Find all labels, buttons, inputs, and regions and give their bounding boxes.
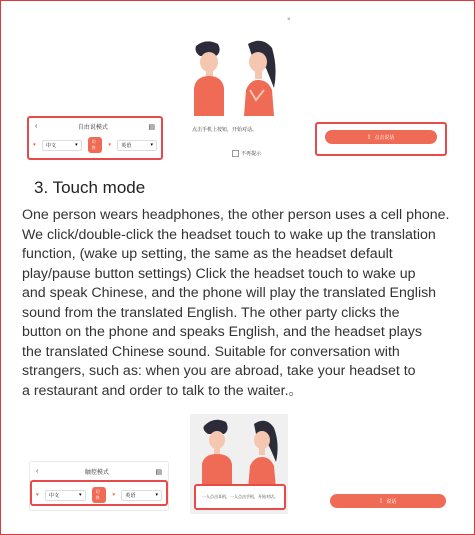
- panel-title: 自由说模式: [77, 125, 108, 131]
- back-chevron-icon[interactable]: ‹: [35, 123, 38, 130]
- doc-icon[interactable]: ▤: [155, 468, 162, 476]
- back-chevron-icon[interactable]: ‹: [36, 468, 39, 475]
- instruction-text: 一人点击耳机，一人点击手机，开始对话。: [202, 494, 278, 499]
- body-line: a restaurant and order to talk to the waiter.。: [22, 382, 303, 399]
- language-select-right[interactable]: 英语 ▾: [121, 490, 162, 501]
- instruction-text: 点击手机上按钮，开始对话。: [192, 127, 258, 133]
- chevron-down-icon: ▾: [150, 142, 153, 148]
- dont-show-again[interactable]: 不再提示: [232, 150, 261, 157]
- action-button-frame: [315, 122, 447, 156]
- chevron-down-icon: ▾: [79, 492, 82, 498]
- section-body: [22, 206, 470, 401]
- heart-icon: ♥: [112, 492, 116, 498]
- language-row-frame: [30, 480, 168, 506]
- free-talk-panel: [27, 116, 163, 160]
- body-line: and speak Chinese, and the phone will play the translated English: [22, 285, 437, 301]
- speak-button[interactable]: ▯ 说话: [330, 494, 446, 508]
- two-people-illustration: [186, 38, 286, 116]
- heart-icon: ♥: [108, 142, 112, 148]
- body-line: the translated Chinese sound. Suitable for conversation with: [22, 343, 400, 360]
- language-select-left[interactable]: 中文 ▾: [45, 490, 86, 501]
- body-line: We click/double-click the headset touch to wake up the translation: [22, 226, 436, 243]
- tap-to-speak-button[interactable]: ▯ 点击说话: [325, 130, 437, 144]
- body-line: function, (wake up setting, the same as the headset default: [22, 246, 393, 262]
- panel-title: 触控模式: [84, 470, 109, 476]
- switch-button[interactable]: 切换: [88, 137, 103, 153]
- mic-icon: ▯: [379, 498, 383, 504]
- close-icon[interactable]: ×: [287, 17, 291, 23]
- body-line: sound from the translated English. The other party clicks the: [22, 304, 400, 321]
- body-line: strangers, such as: when you are abroad, take your headset to: [22, 363, 416, 379]
- doc-icon[interactable]: ▤: [148, 123, 155, 131]
- checkbox[interactable]: [232, 150, 239, 157]
- mic-icon: ▯: [367, 134, 371, 140]
- instruction-frame: [194, 484, 286, 510]
- chevron-down-icon: ▾: [155, 492, 158, 498]
- body-line: button on the phone and speaks English, and the headset plays: [22, 324, 422, 340]
- language-select-left[interactable]: 中文 ▾: [42, 140, 82, 151]
- body-line: One person wears headphones, the other person uses a cell phone.: [22, 207, 450, 223]
- heart-icon: ♥: [33, 142, 36, 148]
- switch-button[interactable]: 切换: [92, 487, 107, 503]
- chevron-down-icon: ▾: [75, 142, 78, 148]
- heart-icon: ♥: [36, 492, 39, 498]
- section-heading: 3. Touch mode: [34, 178, 146, 197]
- body-line: play/pause button settings) Click the headset touch to wake up: [22, 265, 416, 282]
- language-select-right[interactable]: 英语 ▾: [117, 140, 157, 151]
